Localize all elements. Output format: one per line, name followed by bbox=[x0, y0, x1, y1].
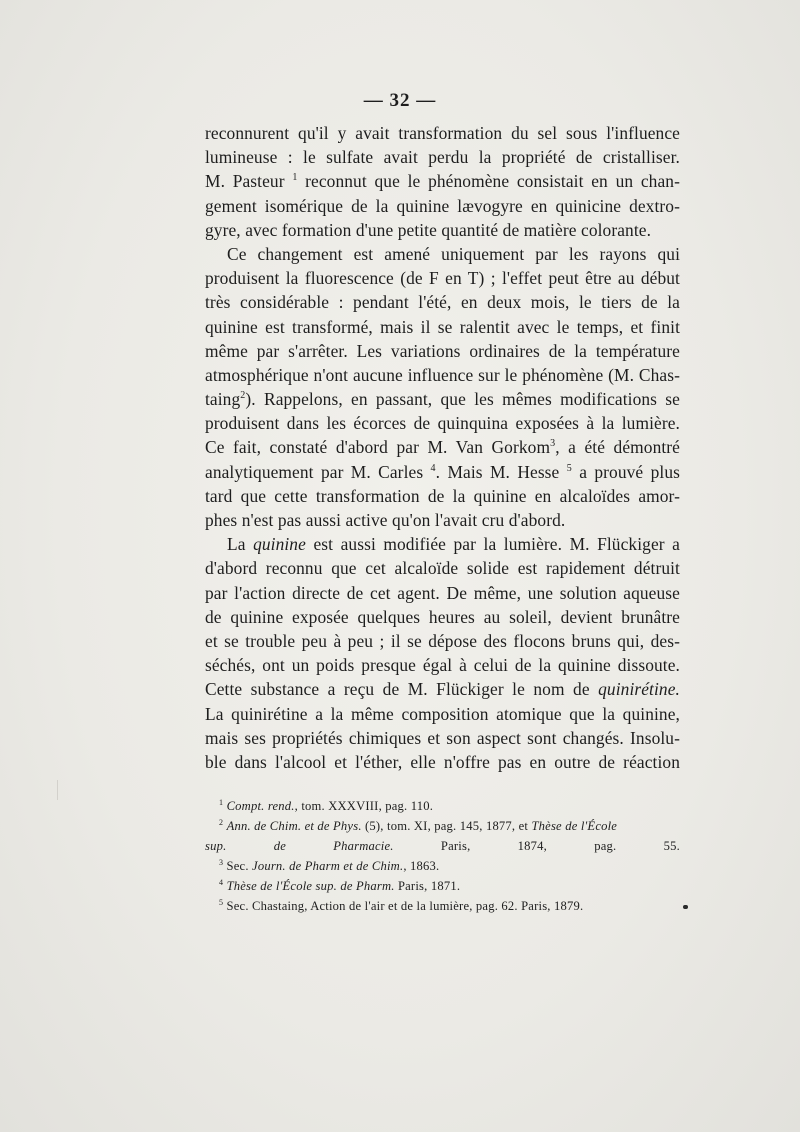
body-line bbox=[205, 508, 680, 532]
text-run: Sec. Chastaing, Action de l'air et de la lumière, pag. 62. Paris, 1879. bbox=[223, 899, 584, 913]
footnote-line bbox=[205, 836, 680, 856]
text-run: phes n'est pas aussi active qu'on l'avait cru d'abord. bbox=[205, 510, 566, 530]
footnote-ref: 5 bbox=[219, 897, 224, 907]
footnote-ref: 4 bbox=[219, 877, 224, 887]
italic-text: Journ. de Pharm et de Chim. bbox=[252, 859, 404, 873]
text-run: Sec. bbox=[223, 859, 253, 873]
italic-text: Thèse de l'École bbox=[531, 819, 618, 833]
text-run: La quinirétine a la même composition atomique que la quinine, bbox=[205, 703, 680, 724]
text-run: taing bbox=[205, 389, 241, 410]
text-run: est aussi modifiée par la lumière. M. Flückiger a bbox=[305, 534, 680, 555]
footnote-ref: 5 bbox=[566, 462, 572, 474]
footnote-ref: 2 bbox=[219, 817, 224, 827]
italic-text: Compt. rend. bbox=[226, 799, 295, 813]
text-run: reconnut que le phénomène consistait en un chan- bbox=[297, 171, 680, 192]
body-line bbox=[205, 629, 680, 653]
text-run: , tom. XXXVIII, pag. 110. bbox=[294, 799, 434, 813]
footnote-line bbox=[205, 856, 680, 876]
body-line bbox=[205, 363, 680, 387]
text-run: atmosphérique n'ont aucune influence sur le phénomène (M. Chas- bbox=[205, 364, 680, 385]
footnotes bbox=[205, 796, 680, 916]
body-line bbox=[205, 702, 680, 726]
text-run: et se trouble peu à peu ; il se dépose des flocons bruns qui, des- bbox=[205, 630, 680, 651]
text-run: , a été démontré bbox=[555, 437, 681, 458]
page-number: — 32 — bbox=[363, 90, 437, 111]
text-run: (5), tom. XI, pag. 145, 1877, et bbox=[361, 819, 532, 833]
body-line bbox=[205, 290, 680, 314]
ink-speck bbox=[683, 905, 688, 909]
text-run: ble dans l'alcool et l'éther, elle n'offre pas en outre de réaction bbox=[205, 751, 680, 772]
body-line bbox=[205, 145, 680, 169]
body-line bbox=[205, 194, 680, 218]
body-line bbox=[205, 605, 680, 629]
body-line bbox=[205, 653, 680, 677]
body-line bbox=[205, 315, 680, 339]
body-line bbox=[205, 242, 680, 266]
body-line bbox=[205, 750, 680, 774]
body-line bbox=[205, 266, 680, 290]
body-line bbox=[205, 339, 680, 363]
margin-mark bbox=[57, 780, 72, 800]
footnote-line bbox=[205, 796, 680, 816]
body-line bbox=[205, 435, 680, 459]
body-line bbox=[205, 532, 680, 556]
footnote-ref: 1 bbox=[292, 172, 298, 184]
footnote-ref: 3 bbox=[219, 857, 224, 867]
body-line bbox=[205, 460, 680, 484]
text-run: lumineuse : le sulfate avait perdu la propriété de cristalliser. bbox=[205, 147, 680, 168]
text-run: Paris, 1871. bbox=[394, 879, 461, 893]
text-run: , 1863. bbox=[403, 859, 440, 873]
text-run: a prouvé plus bbox=[571, 461, 680, 482]
italic-text: quinine bbox=[253, 534, 306, 555]
footnote-ref: 2 bbox=[240, 390, 246, 402]
text-run: ). Rappelons, en passant, que les mêmes modifications se bbox=[245, 389, 680, 410]
body-line bbox=[205, 556, 680, 580]
body-line bbox=[205, 218, 680, 242]
body-line bbox=[205, 121, 680, 145]
text-run: produisent la fluorescence (de F en T) ; l'effet peut être au début bbox=[205, 268, 680, 289]
text-run: très considérable : pendant l'été, en deux mois, le tiers de la bbox=[205, 292, 680, 313]
body-line bbox=[205, 581, 680, 605]
text-run: d'abord reconnu que cet alcaloïde solide est rapidement détruit bbox=[205, 558, 680, 579]
text-run: reconnurent qu'il y avait transformation du sel sous l'influence bbox=[205, 123, 680, 143]
text-run: par l'action directe de cet agent. De même, une solution aqueuse bbox=[205, 582, 680, 603]
footnote-line bbox=[205, 896, 680, 916]
body-line bbox=[205, 484, 680, 508]
text-run: séchés, ont un poids presque égal à celui de la quinine dissoute. bbox=[205, 655, 680, 676]
text-run: mais ses propriétés chimiques et son aspect sont changés. Insolu- bbox=[205, 727, 680, 748]
text-run: produisent dans les écorces de quinquina exposées à la lumière. bbox=[205, 413, 680, 434]
text-run: gement isomérique de la quinine lævogyre en quinicine dextro- bbox=[205, 195, 680, 216]
italic-text: sup. de Pharmacie. bbox=[205, 839, 394, 853]
text-run: M. Pasteur bbox=[205, 171, 293, 192]
text-run: quinine est transformé, mais il se ralentit avec le temps, et finit bbox=[205, 316, 680, 337]
body-line bbox=[205, 169, 680, 193]
text-run: de quinine exposée quelques heures au soleil, devient brunâtre bbox=[205, 606, 680, 627]
body-line bbox=[205, 726, 680, 750]
italic-text: quinirétine. bbox=[598, 679, 680, 700]
text-run: Ce fait, constaté d'abord par M. Van Gorkom bbox=[205, 437, 551, 458]
body-text bbox=[205, 121, 680, 774]
footnote-ref: 4 bbox=[430, 462, 436, 474]
footnote-line bbox=[205, 816, 680, 836]
footnote-line bbox=[205, 876, 680, 896]
body-line bbox=[205, 411, 680, 435]
body-line bbox=[205, 387, 680, 411]
footnote-ref: 1 bbox=[219, 797, 224, 807]
italic-text: Thèse de l'École sup. de Pharm. bbox=[226, 879, 395, 893]
text-run: La bbox=[227, 534, 254, 555]
text-run: tard que cette transformation de la quinine en alcaloïdes amor- bbox=[205, 485, 680, 506]
footnote-ref: 3 bbox=[550, 438, 556, 450]
italic-text: Ann. de Chim. et de Phys. bbox=[226, 819, 362, 833]
text-run: Paris, 1874, pag. 55. bbox=[393, 839, 680, 853]
text-run: . Mais M. Hesse bbox=[435, 461, 567, 482]
text-run: analytiquement par M. Carles bbox=[205, 461, 431, 482]
text-run: même par s'arrêter. Les variations ordinaires de la température bbox=[205, 340, 680, 361]
text-run: Ce changement est amené uniquement par les rayons qui bbox=[227, 243, 680, 264]
text-run: Cette substance a reçu de M. Flückiger le nom de bbox=[205, 679, 599, 700]
text-run: gyre, avec formation d'une petite quantité de matière colorante. bbox=[205, 219, 652, 240]
body-line bbox=[205, 677, 680, 701]
